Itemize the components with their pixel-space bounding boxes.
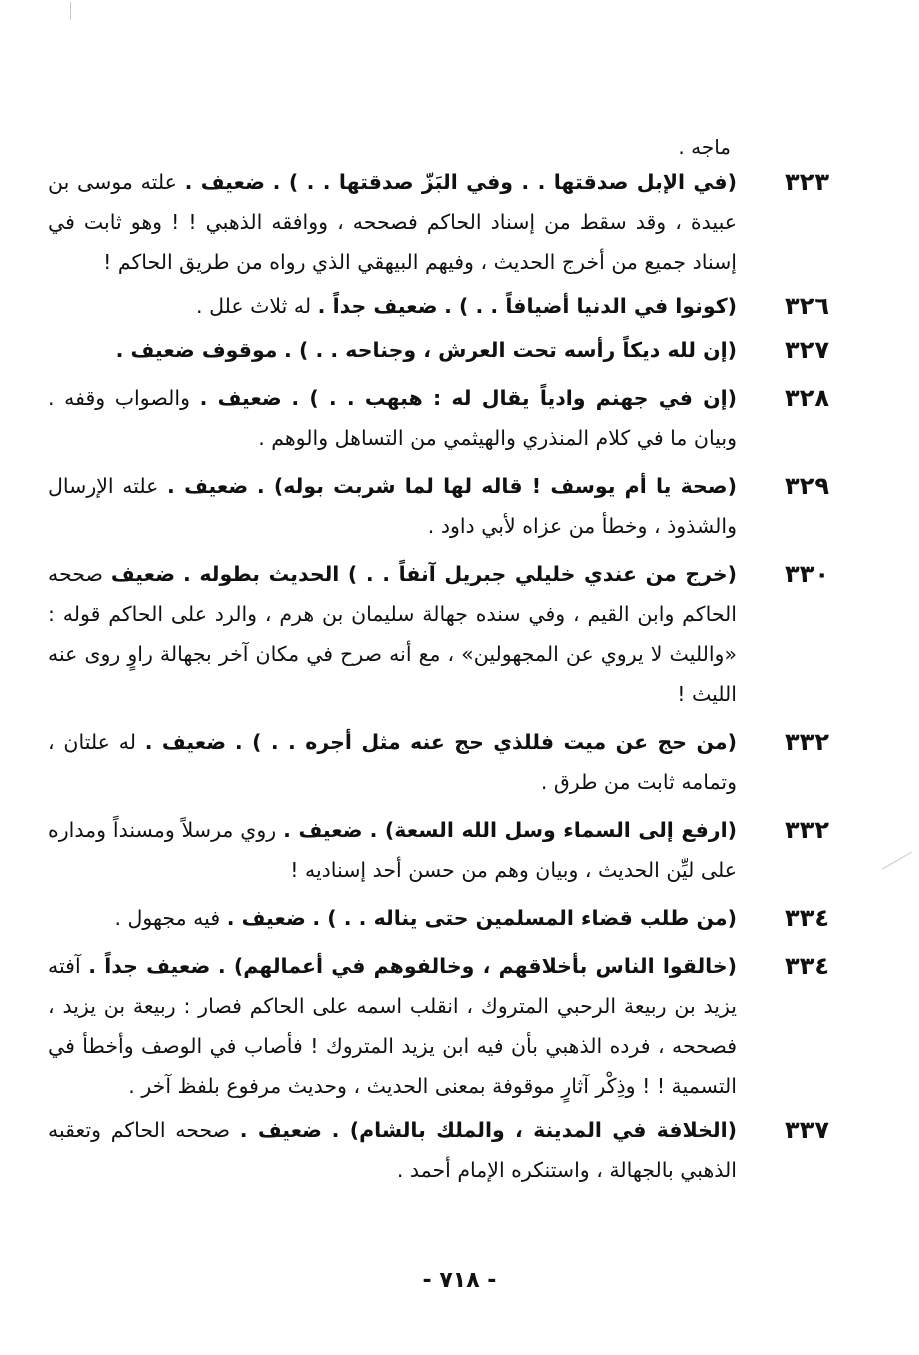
page-number: - ٧١٨ - [422,1268,497,1293]
entry-text [48,330,737,370]
entry-text [48,810,737,890]
hadith-grade: ضعيف . [167,474,249,498]
hadith-quote: (إن في جهنم وادياً يقال له : هبهب . . ) . [291,386,737,410]
hadith-quote: (ارفع إلى السماء وسل الله السعة) . [369,818,737,842]
hadith-note: علته الإرسال والشذوذ ، وخطأ من عزاه لأبي داود . [48,474,737,538]
hadith-note: والصواب وقفه . وبيان ما في كلام المنذري والهيثمي من التساهل والوهم . [48,386,737,450]
entry-number: ٣٣٧ [785,1116,829,1144]
entry-number: ٣٣٤ [785,904,829,932]
entry-text [48,162,737,282]
entry-number: ٣٣٠ [785,560,829,588]
hadith-note: آفته يزيد بن ربيعة الرحبي المتروك ، انقلب اسمه على الحاكم فصار : ربيعة بن يزيد ، فصححه ، فرده الذهبي بأن فيه ابن يزيد المتروك ! فأصاب في الوصف وأخطأ في التسمية ! ! وذِكْر آثارٍ موقوفة بمعنى الحديث ، وحديث مرفوع بلفظ آخر . [48,954,737,1098]
hadith-quote: (إن لله ديكاً رأسه تحت العرش ، وجناحه . . ) . [284,338,737,362]
hadith-note: صححه الحاكم وابن القيم ، وفي سنده جهالة سليمان بن هرم ، والرد على الحاكم قوله : «والليث لا يروي عن المجهولين» ، مع أنه صرح في مكان آخر بجهالة راوٍ روى عنه الليث ! [48,562,737,706]
hadith-grade: ضعيف [110,562,176,586]
hadith-quote: (الخلافة في المدينة ، والملك بالشام) . [331,1118,737,1142]
hadith-quote: (صحة يا أم يوسف ! قاله لها لما شربت بوله) . [256,474,737,498]
hadith-entry-329 [48,466,831,546]
hadith-grade: ضعيف . [144,730,227,754]
hadith-quote: (كونوا في الدنيا أضيافاً . . ) . [444,294,737,318]
hadith-note: له ثلاث علل . [196,294,312,318]
hadith-entry-332-a [48,722,831,802]
entry-number: ٣٢٦ [785,292,829,320]
hadith-entry-334-b [48,946,831,1106]
hadith-entry-332-b [48,810,831,890]
hadith-note: روي مرسلاً ومسنداً ومداره على ليِّن الحديث ، وبيان وهم من حسن أحد إسناديه ! [48,818,737,882]
entry-text [48,466,737,546]
scan-mark-top [70,2,71,20]
hadith-note: فيه مجهول . [114,906,221,930]
hadith-quote: (من حج عن ميت فللذي حج عنه مثل أجره . . ) . [234,730,737,754]
hadith-grade: ضعيف . [226,906,306,930]
hadith-entry-323 [48,162,831,282]
entry-number: ٣٣٢ [785,816,829,844]
entry-text [48,378,737,458]
hadith-grade: ضعيف . [283,818,363,842]
entry-number: ٣٢٧ [785,336,829,364]
hadith-quote: (خرج من عندي خليلي جبريل آنفاً . . ) الحديث بطوله . [182,562,737,586]
entry-text [48,554,737,714]
hadith-note: له علتان ، وتمامه ثابت من طرق . [48,730,737,794]
continuation-line: ماجه . [678,135,731,159]
hadith-grade: ضعيف جداً . [88,954,211,978]
entry-number: ٣٣٢ [785,728,829,756]
entry-text [48,722,737,802]
hadith-entry-330 [48,554,831,714]
hadith-grade: موقوف ضعيف . [115,338,278,362]
hadith-entry-328 [48,378,831,458]
hadith-entry-337 [48,1110,831,1190]
entry-text [48,1110,737,1190]
hadith-grade: ضعيف . [184,170,265,194]
hadith-note: صححه الحاكم وتعقبه الذهبي بالجهالة ، واستنكره الإمام أحمد . [48,1118,737,1182]
entry-number: ٣٢٣ [785,168,829,196]
hadith-entry-334-a [48,898,831,938]
hadith-quote: (في الإبل صدقتها . . وفي البَزّ صدقتها . . ) . [272,170,737,194]
hadith-note: علته موسى بن عبيدة ، وقد سقط من إسناد الحاكم فصححه ، ووافقه الذهبي ! ! وهو ثابت في إسناد جميع من أخرج الحديث ، وفيهم البيهقي الذي رواه من طريق الحاكم ! [48,170,737,274]
hadith-grade: ضعيف جداً . [317,294,438,318]
hadith-entry-326 [48,286,831,326]
entry-text [48,286,737,326]
entry-text [48,898,737,938]
hadith-quote: (خالقوا الناس بأخلاقهم ، وخالفوهم في أعمالهم) . [217,954,737,978]
entry-number: ٣٣٤ [785,952,829,980]
entry-number: ٣٢٩ [785,472,829,500]
entry-text [48,946,737,1106]
hadith-grade: ضعيف . [239,1118,322,1142]
hadith-entry-327 [48,330,831,370]
entry-number: ٣٢٨ [785,384,829,412]
hadith-grade: ضعيف . [199,386,282,410]
hadith-quote: (من طلب قضاء المسلمين حتى يناله . . ) . [312,906,737,930]
